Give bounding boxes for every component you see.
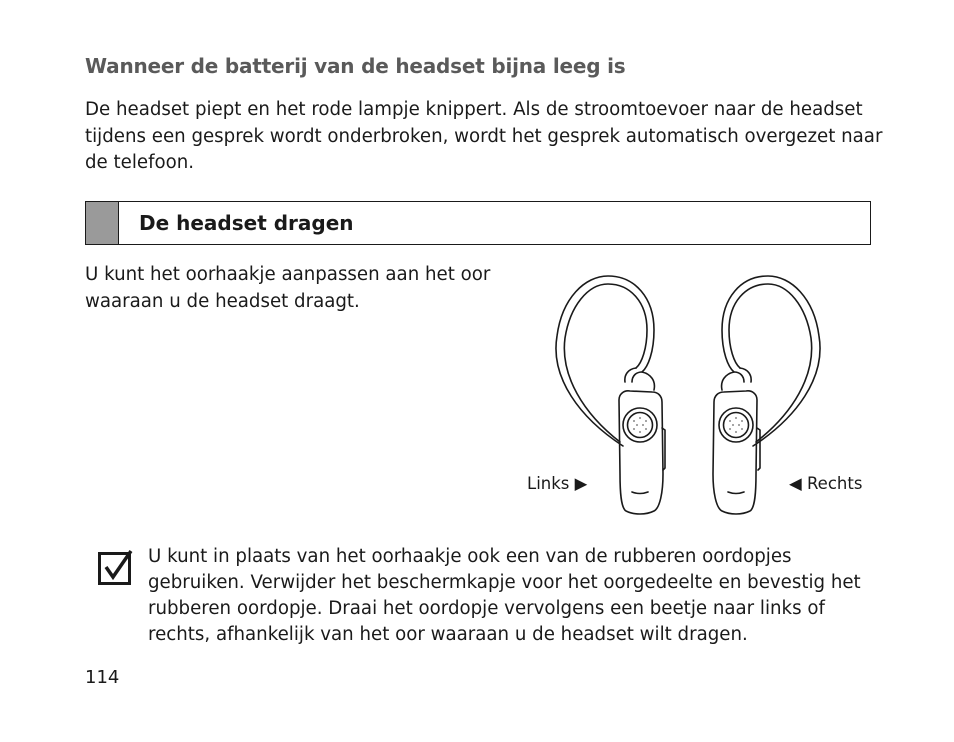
- headset-illustration: [520, 268, 874, 518]
- left-pointing-arrow-icon: ◀: [789, 474, 802, 493]
- page-number: 114: [85, 667, 120, 688]
- right-pointing-arrow-icon: ▶: [574, 474, 588, 493]
- left-label-text: Links: [527, 474, 570, 493]
- wearing-paragraph: U kunt het oorhaakje aanpassen aan het oor waaraan u de headset draagt.: [85, 264, 491, 312]
- title-bar-marker: [86, 202, 119, 244]
- section-title: De headset dragen: [139, 211, 354, 235]
- checkbox-icon: [98, 549, 134, 585]
- right-label-text: Rechts: [806, 474, 863, 493]
- right-label: [789, 474, 862, 493]
- section-title-bar: [85, 201, 871, 245]
- battery-paragraph: De headset piept en het rode lampje knippert. Als de stroomtoevoer naar de headset tijdens een gesprek wordt onderbroken, wordt het gesprek automatisch overgezet naar de telefoon.: [85, 99, 883, 173]
- section-heading: Wanneer de batterij van de headset bijna leeg is: [85, 54, 626, 78]
- left-label: [527, 474, 587, 493]
- note-text: U kunt in plaats van het oorhaakje ook een van de rubberen oordopjes gebruiken. Verwijder het beschermkapje voor het oorgedeelte en bevestig het rubberen oordopje. Draai het oordopje vervolgens een beetje naar links of rechts, afhankelijk van het oor waaraan u de headset wilt dragen.: [148, 546, 861, 645]
